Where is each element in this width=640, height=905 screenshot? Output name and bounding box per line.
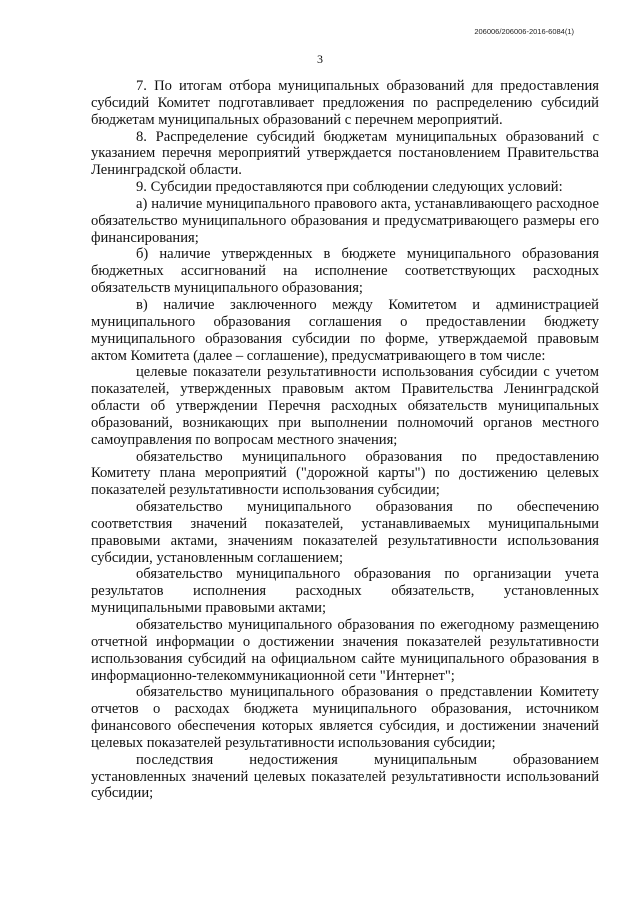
condition-accounting: обязательство муниципального образования по организации учета результатов исполнения расходных обязательств, установленных муниципальными правовыми актами; bbox=[91, 566, 599, 617]
paragraph-9: 9. Субсидии предоставляются при соблюдении следующих условий: bbox=[136, 179, 563, 196]
condition-target-indicators: целевые показатели результативности использования субсидии с учетом показателей, утвержденных правовым актом Правительства Ленинградской области об утверждении Перечня расходных обязательств муниципальных образований, возникающих при выполнении полномочий органов местного самоуправления по вопросам местного значения; bbox=[91, 364, 599, 448]
document-code: 206006/206006-2016-6084(1) bbox=[474, 27, 574, 36]
paragraph-8: 8. Распределение субсидий бюджетам муниципальных образований с указанием перечня мероприятий утверждается постановлением Правительства Ленинградской области. bbox=[91, 128, 599, 179]
condition-consequences: последствия недостижения муниципальным образованием установленных значений целевых показателей результативности использований субсидии; bbox=[91, 751, 599, 802]
condition-publication: обязательство муниципального образования по ежегодному размещению отчетной информации о достижении значения показателей результативности использования субсидий на официальном сайте муниципального образования в информационно-телекоммуникационной сети "Интернет"; bbox=[91, 617, 599, 684]
condition-reports: обязательство муниципального образования о представлении Комитету отчетов о расходах бюджета муниципального образования, источником финансового обеспечения которых является субсидия, и достижении значений целевых показателей результативности использования субсидии; bbox=[91, 684, 599, 751]
page-number: 3 bbox=[317, 52, 323, 66]
document-body bbox=[91, 78, 599, 802]
subparagraph-b: б) наличие утвержденных в бюджете муниципального образования бюджетных ассигнований на исполнение соответствующих расходных обязательств муниципального образования; bbox=[91, 246, 599, 297]
subparagraph-a: а) наличие муниципального правового акта, устанавливающего расходное обязательство муниципального образования и предусматривающего размеры его финансирования; bbox=[91, 195, 599, 246]
paragraph-7: 7. По итогам отбора муниципальных образований для предоставления субсидий Комитет подготавливает предложения по распределению субсидий бюджетам муниципальных образований с перечнем мероприятий. bbox=[91, 78, 599, 128]
condition-roadmap: обязательство муниципального образования по предоставлению Комитету плана мероприятий ("дорожной карты") по достижению целевых показателей результативности использования субсидии; bbox=[91, 448, 599, 499]
subparagraph-v: в) наличие заключенного между Комитетом и администрацией муниципального образования соглашения о предоставлении бюджету муниципального образования субсидии по форме, утверждаемой правовым актом Комитета (далее – соглашение), предусматривающего в том числе: bbox=[91, 296, 599, 364]
condition-indicator-compliance: обязательство муниципального образования по обеспечению соответствия значений показателей, устанавливаемых муниципальными правовыми актами, значениям показателей результативности использования субсидии, установленным соглашением; bbox=[91, 499, 599, 566]
